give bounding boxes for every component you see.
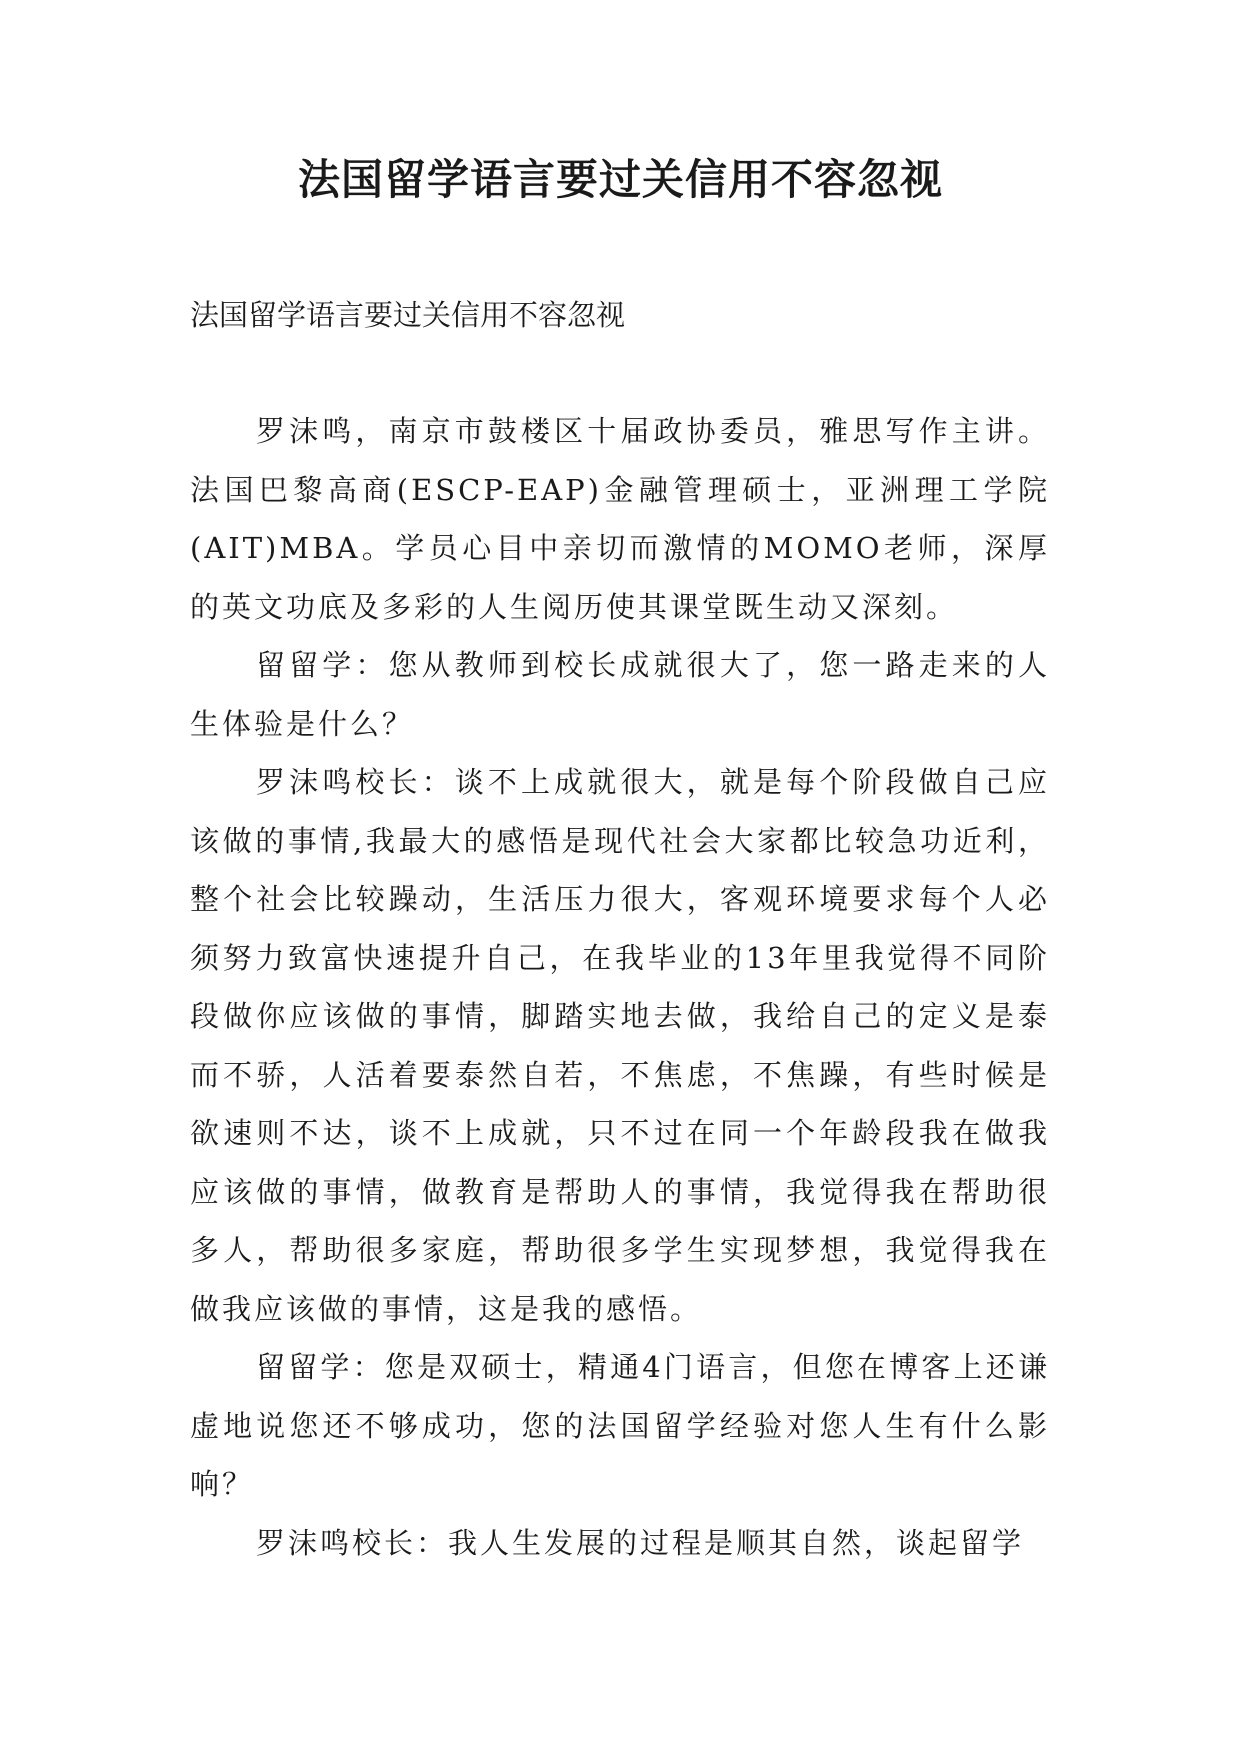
document-body	[190, 402, 1050, 1572]
paragraph-question-2: 留留学：您是双硕士，精通4门语言，但您在博客上还谦虚地说您还不够成功，您的法国留学经验对您人生有什么影响？	[190, 1350, 1050, 1501]
paragraph-question-1: 留留学：您从教师到校长成就很大了，您一路走来的人生体验是什么？	[190, 648, 1050, 741]
document-title: 法国留学语言要过关信用不容忽视	[297, 155, 943, 204]
paragraph-answer-2: 罗沫鸣校长：我人生发展的过程是顺其自然，谈起留学	[256, 1525, 1025, 1560]
paragraph-intro: 罗沫鸣，南京市鼓楼区十届政协委员，雅思写作主讲。法国巴黎高商(ESCP-EAP)金融管理硕士，亚洲理工学院(AIT)MBA。学员心目中亲切而激情的MOMO老师，深厚的英文功底及多彩的人生阅历使其课堂既生动又深刻。	[190, 414, 1050, 624]
paragraph-answer-1: 罗沫鸣校长：谈不上成就很大，就是每个阶段做自己应该做的事情,我最大的感悟是现代社会大家都比较急功近利，整个社会比较躁动，生活压力很大，客观环境要求每个人必须努力致富快速提升自己，在我毕业的13年里我觉得不同阶段做你应该做的事情，脚踏实地去做，我给自己的定义是泰而不骄，人活着要泰然自若，不焦虑，不焦躁，有些时候是欲速则不达，谈不上成就，只不过在同一个年龄段我在做我应该做的事情，做教育是帮助人的事情，我觉得我在帮助很多人，帮助很多家庭，帮助很多学生实现梦想，我觉得我在做我应该做的事情，这是我的感悟。	[190, 765, 1050, 1326]
document-subtitle: 法国留学语言要过关信用不容忽视	[190, 298, 626, 332]
